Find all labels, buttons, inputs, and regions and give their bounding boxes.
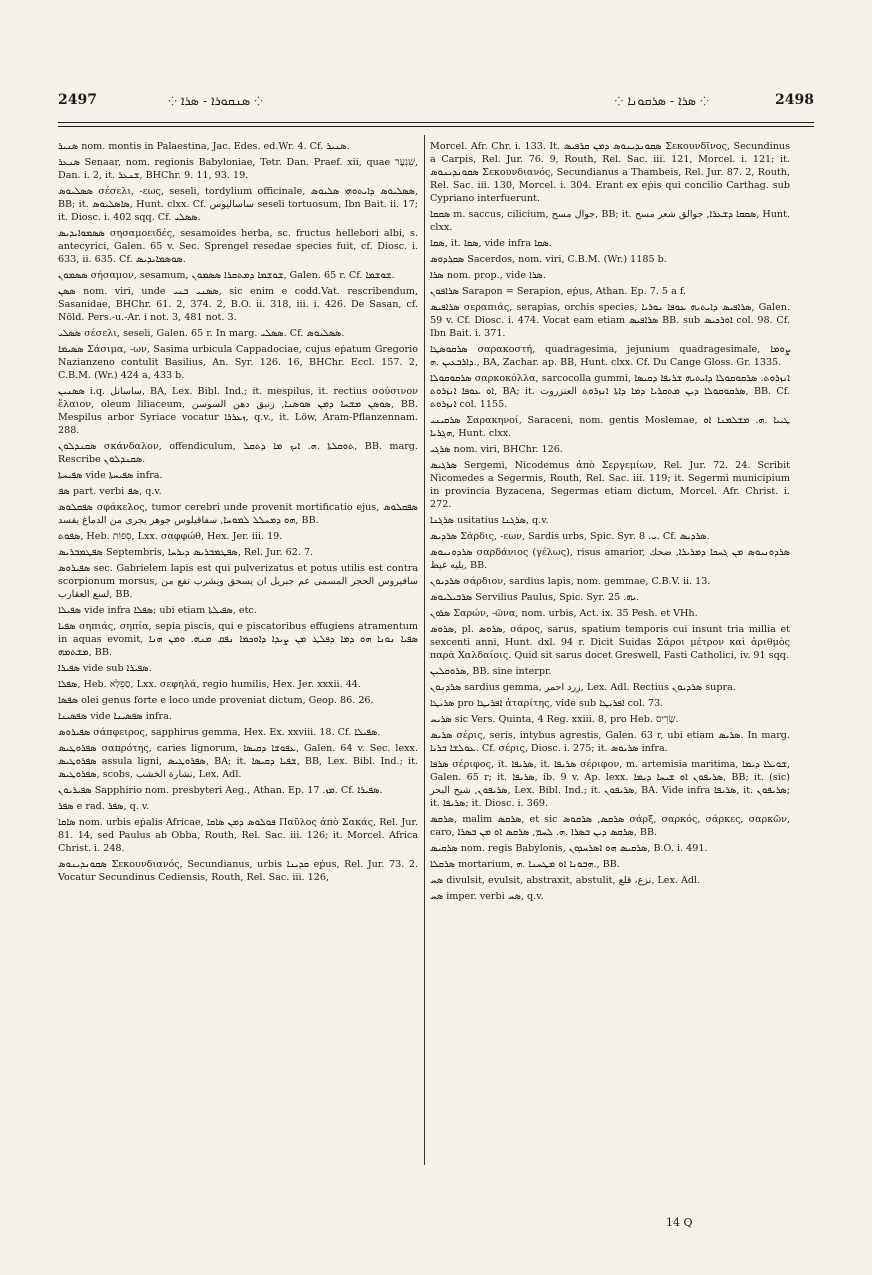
dictionary-entry: ܣܦܝܪܝܘܢ Sapphirio nom. presbyteri Aeg., Athan. Ep. ܡܙ. 17. Cf. ܣܦܝܪܐ. [58,785,383,796]
dictionary-entry: ܣܩܩܐ m. saccus, cilicium, جوال مسح, BB; it. ܣܩܩܐ ܕܫܥܪܐ, جوالق شعر مسح, Hunt. clxx. [430,209,790,233]
dictionary-entry: ܣܪܐ nom. prop., vide ܣܪܐ. [430,270,546,281]
dictionary-entry: ܣܦܪܘܛܝܣ σαπρότης, caries lignorum, ܥܦܘܫܐ ܕܩܝܣܐ, Galen. 64 v. Sec. lexx. ܣܦܪܘܛܝܣ assula ligni, ܣܦܪܘܛܝܣ, BA; it. ܫܦܝܐ ܕܩܝܣܐ, BB, Lex. Bibl. Ind.; it. ܣܦܪܘܛܝܣ, scobs, نشارة الخشب, Lex. Adl. [58,743,419,780]
header-title-left: ⁘ ܣܢܩܘܪܐ - ܣܪܐ ⁘ [168,93,264,108]
dictionary-entry: ܣܪܐܦܘܢ Sarapon = Serapion, eṗus, Athan. Ep. 7. 5 a f. [430,286,687,297]
dictionary-entry: ܣܦܣܝܢܐ vide ܣܦܣܝܢܐ infra. [58,711,172,722]
dictionary-entry: ܣܩܪܕܘܣ Sacerdos, nom. viri, C.B.M. (Wr.) 1185 b. [430,254,667,265]
dictionary-entry: ܣܪܝܛܐ pro ܐܦܪܝܛܐ ἀταρίτης, vide sub ܐܦܪܝܛܐ col. 73. [430,698,664,709]
dictionary-entry: ܣܪܐܦܝܣ σεραπιάς, serapias, orchis species, ܣܪܐܦܝܣ ܕܐܝܬܝܗ ܥܘܦܐ ܢܘܪܝܐ, Galen. 59 v. Cf. Diosc. i. 474. Vocat eam etiam ܣܪܐܦܝܣ BB. sub ܐܘܪܟܝܣ col. 98. Cf. Ibn Bait. i. 371. [430,302,790,339]
dictionary-entry: ܣܦܝܐ σηπιάς, σηπία, sepia piscis, qui e piscatoribus effugiens atramentum in aquas evomit, ܣܦܝܐ ܢܘܢܐ ܗܘ ܕܡܐ ܕܦܠܛ ܡܢ ܨܝܕܐ ܕܐܘܟܡܐ ܢܦܩ ܡܢܗ. ܘܡܢ ܗܢܐ ܡܫܬܡܗ, BB. [58,621,419,658]
dictionary-entry: ܣܪܘܣ, pl. ܣܪܘܣ, σάρος, sarus, spatium temporis cui insunt tria millia et sexcenti anni, Hunt. dxl. 94 r. Dicit Suidas Σάροι μέτρον καὶ ἀριθμὸς παρὰ Χαλδαίοις. Quid sit sarus docet Greswell, Fasti Catholici, iv. 91 sqq. [430,624,790,661]
dictionary-entry: ܣܪܓܝܣ Sergemi, Nicodemus ἀπὸ Σεργεμίων, Rel. Jur. 72. 24. Scribit Nicomedes a Segermis, Routh, Rel. Sac. iii. 119; it. Segermi municipium in provincia Byzacena, Segermas etiam dictum, Morcel. Afr. Christ. i. 272. [430,460,790,510]
dictionary-entry: ܣܦܪ e rad. ܣܦܪ, q. v. [58,801,150,812]
dictionary-entry: ܣܣܡܘܐܝܕܝܣ σησαμοειδές, sesamoides herba, sc. fructus hellebori albi, s. antecyrici, Galen. 65 v. Sec. Sprengel resedae species fuit, cf. Diosc. i. 633, ii. 635. Cf. ܣܘܣܡܐܝܕܝܣ. [58,228,418,265]
dictionary-entry: ܣܣܡܘܢ σήσαμον, sesamum, ܫܘܫܡܐ ܕܡܬܩܪܐ ܣܣܡܘܢ, Galen. 65 r. Cf. ܫܘܫܡܐ. [58,270,395,281]
dictionary-entry: ܣܪܕܘܢܝܘܣ σαρδάνιος (γέλως), risus amarior, ܣܪܕܘܢܝܘܣ ܡܢ ܓܚܟܐ ܕܡܪܝܪܐ, ضحك يليه غيظ, BB. [430,547,790,571]
running-header [58,92,814,112]
dictionary-entry: ܣܪܩܝܣ nom. regis Babylonis, ܣܪܩܝܣ ܗܘ ܐܣܪܚܕܘܢ, B.O. i. 491. [430,843,708,854]
dictionary-entry: ܣܣܢ nom. viri, unde ܣܣܢܝ ܒܢܝ, sic enim e codd.Vat. rescribendum, Sasanidae, BHChr. 61. 2, 374. 2, B.O. ii. 318, iii. i. 426. De Sasan, cf. Nöld. Pers.-u.-Ar. i not. 3, 481 not. 3. [58,286,419,323]
dictionary-entry: ܣܪܕܝܘܢ σάρδιον, sardius lapis, nom. gemmae, C.B.V. ii. 13. [430,576,711,587]
dictionary-entry: ܣܐܩܐ nom. urbis eṗalis Africae, ܦܘܠܘܣ ܕܡܢ ܣܐܩܐ Παῦλος ἀπὸ Σακάς, Rel. Jur. 81. 14, sed Paulus ab Obba, Routh, Rel. Sac. iii. 126; it. Morcel. Africa Christ. i. 248. [58,817,418,854]
dictionary-entry: ܣܩܐ, it. ܣܩܐ, vide infra ܣܩܐ. [430,238,552,249]
dictionary-entry: ܣܪܩܠܐ mortarium, ܗܒܘܢܐ ܐܘ ܡܛܚܢܐ .ܗ., BB. [430,859,620,870]
right-column [430,140,790,906]
dictionary-entry: ܣܦܠܐ, Heb. סַפְלָא, Lxx. σεφηλά, regio humilis, Hex. Jer. xxxii. 44. [58,679,361,690]
dictionary-entry: Morcel. Afr. Chr. i. 133. It. ܣܩܘܢܕܝܢܘܣ ܕܡܢ ܩܪܦܝܣ Σεκουνδῖνος, Secundinus a Carpis, Rel. Jur. 76. 9, Routh, Rel. Sac. iii. 121, Morcel. i. 121; it. ܣܩܘܢܕܝܢܘܣ Σεκουνδιανός, Secundianus a Thambeis, Rel. Jur. 87. 2, Routh, Rel. Sac. iii. 130, Morcel. i. 304. Erant ex eṗis qui concilio Carthag. sub Cypriano interfuerunt. [430,141,790,204]
dictionary-entry: ܣܚ divulsit, evulsit, abstraxit, abstulit, نزع، قلع, Lex. Adl. [430,875,701,886]
dictionary-entry: ܣܪܕܝܣ Σάρδις, -εων, Sardis urbs, Spic. Syr. ܝ. 8. Cf. ܣܪܕܝܣ. [430,531,710,542]
dictionary-entry: ܣܪܩܘܩܘܠܐ σαρκοκόλλα, sarcocolla gummi, ܐܢܙܪܘܬ. ܣܪܩܘܩܘܠܐ ܕܐܝܬܝܗ ܫܪܝܦܐ ܕܩܝܣܐ ܐܘ ܥܘܦܐ ܐܢܙܪܘܬ, BA; it. ܣܪܩܘܩܘܠܐ ܕܝܢ ܡܬܩܪܝܐ ܕܡܐ ܕܐܬܐ ܐܢܙܪܘܬ العنزروت, BB. Cf. ܐܢܙܪܘܬ col. 1155. [430,373,790,410]
dictionary-entry: ܣܦܛܡܒܪܝܣ Septembris, ܣܦܛܡܒܪܝܣ ܕܝܪܚܐ, Rel. Jur. 62. 7. [58,547,314,558]
dictionary-entry: ܣܦܝܪܐ vide sub ܣܦܝܪܐ. [58,663,152,674]
dictionary-entry: ܣܦܝܚܬܐ vide ܣܦܝܚܬܐ infra. [58,470,163,481]
dictionary-entry: ܣܪܘܢ Σαρών, -ῶνα, nom. urbis, Act. ix. 35 Pesh. et VHh. [430,608,698,619]
page-number-left: 2497 [58,92,97,108]
dictionary-entry: ܣܪܓܝ nom. viri, BHChr. 126. [430,444,563,455]
dictionary-entry: ܣܪܕܢܘܢ sardius gemma, زرد احمر, Lex. Adl. Rectius ܣܪܕܝܘܢ supra. [430,682,736,693]
dictionary-entry: ܣܦܝܪܘܣ sec. Gabrielem lapis est qui pulverizatus et potus utilis est contra scorpionum morsus, سافیروس الحجر المسمی عم جبریل ان يسحق ويشرب نفع من لسع العقارب, BB. [58,563,419,600]
header-title-right: ⁘ ܣܪܐ - ܣܪܩܘܢܐ ⁘ [614,93,709,108]
dictionary-entry: ܣܪܝܣ σέρις, seris, intybus agrestis, Galen. 63 r, ubi etiam ܣܪܝܣ. In marg. ܥܘܠܫܐ ܒܪܝܐ. Cf. σέρις, Diosc. i. 275; it. ܣܪܝܘܣ infra. [430,730,791,754]
dictionary-entry: ܣܣܝܡܐ Σάσιμα, -ων, Sasima urbicula Cappadociae, cujus eṗatum Gregorio Nazianzeno contulit Basilius, An. Syr. 126. 16, BHChr. Eccl. 157. 2, C.B.M. (Wr.) 424 a, 433 b. [58,344,418,381]
dictionary-entry: ܣܪܓܢܐ usitatius ܣܪܓܢܐ, q.v. [430,515,549,526]
signature-mark: 14 Q [666,1216,693,1229]
page-number-right: 2498 [775,92,814,108]
dictionary-entry: ܣܦ part. verbi ܣܦ, q.v. [58,486,162,497]
header-rule-thick [58,122,814,123]
dictionary-entry: ܣܩܘܢܕܝܢܘܣ Σεκουνδιανός, Secundianus, urbis ܩܕܝܢܐ eṗus, Rel. Jur. 73. 2. Vocatur Secundinus Cediensis, Routh, Rel. Sac. iii. 126, [58,859,418,883]
dictionary-entry: ܣܦܘܬ, Heb. סְפוֹת, Lxx. σαφφώθ, Hex. Jer. iii. 19. [58,531,283,542]
dictionary-entry: ܣܪܘܩܠܝܢ, BB. sine interpr. [430,666,552,677]
dictionary-entry: ܣܦܝܠܐ vide infra ܣܦܠܐ; ubi etiam ܣܦܝܠܬܐ, etc. [58,605,257,616]
column-divider [424,135,425,1165]
dictionary-entry: ܣܣܠܝܘܣ σέσελι, -εως, seseli, tordylium officinale, ܣܣܠܝܘܣ ܕܐܝܬܘܗܝ ܣܠܝܘܣ, BB; it. ܣܐܣܠܝܘܣ, Hunt. clxx. Cf. ساسالیوس seseli tortuosum, Ibn Bait. ii. 17; it. Diosc. i. 402 sqq. Cf. ܣܣܠܝ. [58,186,418,223]
dictionary-entry: ܣܚ imper. verbi ܣܚ, q.v. [430,891,544,902]
left-column [58,140,418,887]
dictionary-entry: ܣܦܝܪܘܣ σάπφειρος, sapphirus gemma, Hex. Ex. xxviii. 18. Cf. ܣܦܝܠܐ. [58,727,381,738]
header-rule-thin [58,126,814,127]
dictionary-entry: ܣܪܒܝܠܝܘܣ Servilius Paulus, Spic. Syr. ܝܗ. 25. [430,592,640,603]
dictionary-entry: ܣܦܣܐ olei genus forte e loco unde proveniat dictum, Geop. 86. 26. [58,695,374,706]
dictionary-entry: ܣܣܠܝ σέσελι, seseli, Galen. 65 r. In marg. ܣܣܠܝ. Cf. ܣܣܠܝܘܣ. [58,328,345,339]
dictionary-entry: ܣܪܩܣ, malim ܣܪܩܣ, et sic ܣܪܩܣ, ܣܪܩܘܣ σάρξ, σαρκός, σάρκες, σαρκῶν, caro, ܣܪܩܣ ܕܝܢ ܒܣܪܐ .ܗ. ܠܚܡ, ܣܪܩܣ ܐܘ ܡܢ ܒܣܪܐ, BB. [430,814,790,838]
dictionary-entry: ܣܪܩܘܣܛܐ σαρακοστή, quadragesima, jejunium quadragesimale, ܨܘܡܐ ܕܐܪܒܥܝܢ .ܗ., BA, Zachar. ap. BB, Hunt. clxx. Cf. Du Cange Gloss. Gr. 1335. [430,344,790,368]
dictionary-entry: ܣܦܩܠܘܣ σφάκελος, tumor cerebri unde provenit mortificatio ejus, ܣܦܩܠܘܣ ܗܘ ܕܡܚܠܠ ܠܡܘܚܐ, سفاقیلوس جوهر یجری من الدماغ یفسد, BB. [58,502,418,526]
dictionary-entry: ܣܢܝܪ nom. montis in Palaestina, Jac. Edes. ed.Wr. 4. Cf. ܣܢܝܪ. [58,141,350,152]
dictionary-entry: ܣܪܝܚ sic Vers. Quinta, 4 Reg. xxiii. 8, pro Heb. שָׂרִיס. [430,714,679,725]
dictionary-entry: ܣܩܢܕܠܘܢ σκάνδαλον, offendiculum, ܬܘܩܠܬܐ .ܗ. ܐܝܟ ܡܐ ܕܬܩܠ, BB. marg. Rescribe ܣܩܢܕܠܘܢ. [58,441,418,465]
dictionary-entry: ܣܣܢܝܢ i.q. ساسانل, BA, Lex. Bibl. Ind.; it. mespilus, it. rectius σούσινον ἔλαιον, oleum liliaceum, ܣܘܣܢ ܡܫܚܐ ܕܡܢ ܣܘܣܢܐ, زنبق دهن السوسن, BB. Mespilus arbor Syriace vocatur ܙܥܪܪܐ, q.v., it. Löw, Aram-Pflanzennam. 288. [58,386,418,436]
dictionary-entry: ܣܪܩܝܢܝ Σαρακηνοί, Saraceni, nom. gentis Moslemae, ܛܝܝܐ .ܗ. ܡܫܠܡܢܐ ܐܘ ܗܓܪܝܐ, Hunt. clxx. [430,415,790,439]
dictionary-entry: ܣܪܦܐ σέριφος, it. ܣܪܝܦܐ, it. ܣܪܝܦܐ σέριφον, m. artemisia maritima, ܫܘܝܠܐ ܕܝܡܐ, Galen. 65 r; it. ܣܪܝܦܐ, ib. 9 v. Ap. lexx. ܣܪܝܦܘܢ ܐܘ ܫܝܚܐ ܕܝܡܐ, BB; it. (sic) ܣܪܝܦܘܢ, شیح البحر, Lex. Bibl. Ind.; it. ܣܪܝܦܘܢ, BA. Vide infra ܣܪܝܦܐ, it. ܣܪܝܦܘܢ; it. ܣܪܝܦܐ; it. Diosc. i. 369. [430,759,791,809]
dictionary-entry: ܣܢܥܪ Senaar, nom. regionis Babyloniae, Tetr. Dan. Praef. xii, quae שִׁנְעָר, Dan. i. 2, it. ܫܢܥܪ, BHChr. 9. 11, 93. 19. [58,157,418,181]
